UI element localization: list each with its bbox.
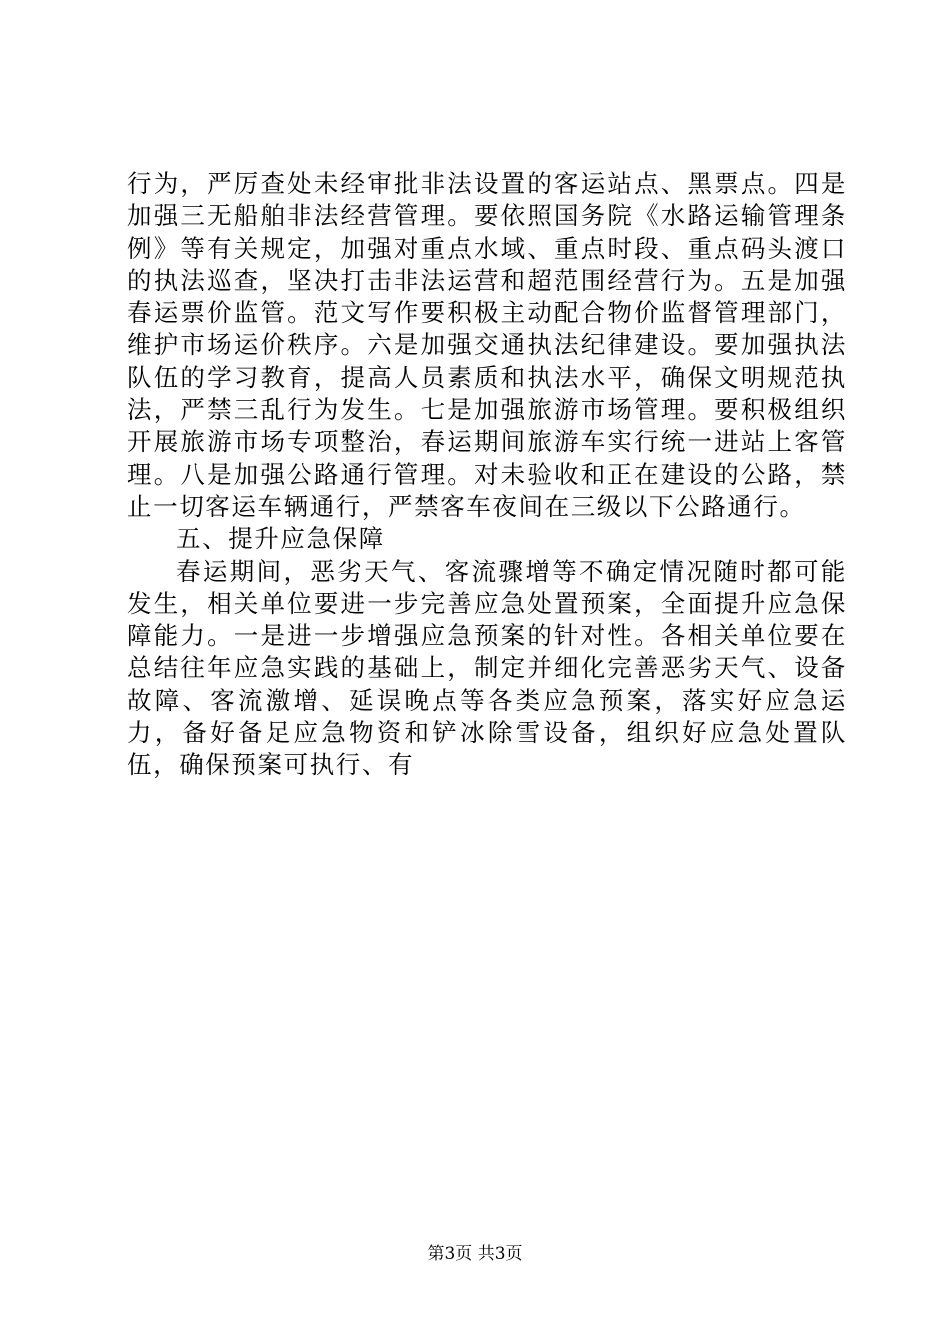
document-body: [127, 168, 847, 782]
page-number: 第3页 共3页: [427, 1244, 523, 1264]
paragraph-transport-enforcement: 行为，严厉查处未经审批非法设置的客运站点、黑票点。四是加强三无船舶非法经营管理。要依照国务院《水路运输管理条例》等有关规定，加强对重点水域、重点时段、重点码头渡口的执法巡查，坚决打击非法运营和超范围经营行为。五是加强春运票价监管。范文写作要积极主动配合物价监督管理部门，维护市场运价秩序。六是加强交通执法纪律建设。要加强执法队伍的学习教育，提高人员素质和执法水平，确保文明规范执法，严禁三乱行为发生。七是加强旅游市场管理。要积极组织开展旅游市场专项整治，春运期间旅游车实行统一进站上客管理。八是加强公路通行管理。对未验收和正在建设的公路，禁止一切客运车辆通行，严禁客车夜间在三级以下公路通行。: [127, 169, 847, 521]
paragraph-emergency-guarantee: 春运期间，恶劣天气、客流骤增等不确定情况随时都可能发生，相关单位要进一步完善应急处置预案，全面提升应急保障能力。一是进一步增强应急预案的针对性。各相关单位要在总结往年应急实践的基础上，制定并细化完善恶劣天气、设备故障、客流激增、延误晚点等各类应急预案，落实好应急运力，备好备足应急物资和铲冰除雪设备，组织好应急处置队伍，确保预案可执行、有: [127, 556, 847, 780]
page-footer: [0, 1242, 950, 1266]
section-heading-emergency: 五、提升应急保障: [176, 524, 385, 554]
